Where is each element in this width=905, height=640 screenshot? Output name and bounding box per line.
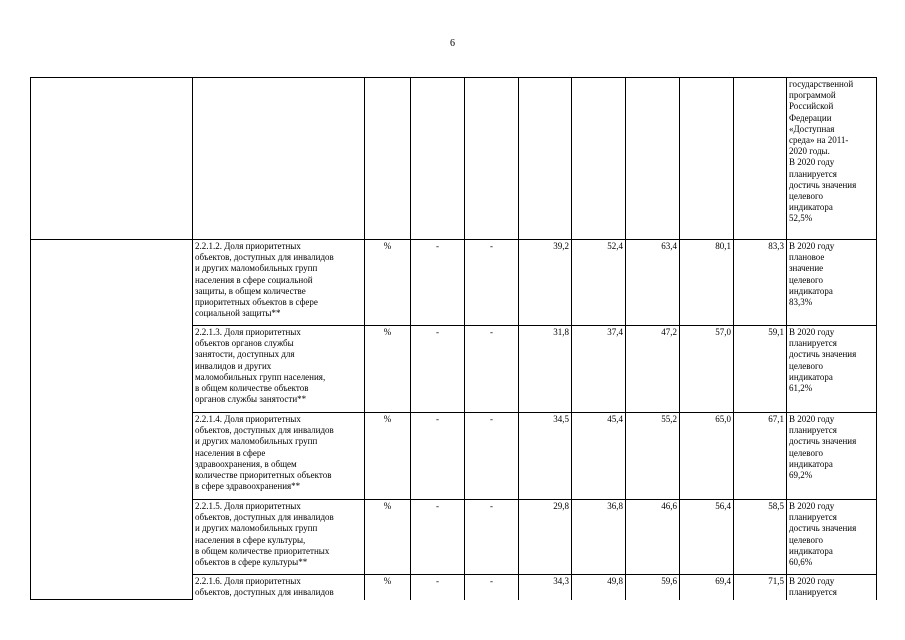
unit-cell: % (365, 326, 411, 413)
value-cell (734, 78, 787, 240)
unit-cell: % (365, 240, 411, 326)
note-text: В 2020 году плановое значение целевого индикатора 83,3% (789, 241, 835, 308)
section-cell (31, 78, 193, 240)
unit-cell: % (365, 413, 411, 500)
value-cell: 37,4 (572, 326, 626, 413)
value-cell: 69,4 (680, 575, 734, 600)
indicator-name-cell (193, 240, 365, 326)
value-cell: 34,5 (519, 413, 572, 500)
value-cell: - (411, 413, 465, 500)
indicator-name: 2.2.1.5. Доля приоритетных объектов, доступных для инвалидов и других маломобильных групп населения в сфере культуры, в общем количестве приоритетных объектов в сфере культуры** (195, 501, 334, 568)
value-cell: 36,8 (572, 500, 626, 575)
value-cell (519, 78, 572, 240)
value-cell: 45,4 (572, 413, 626, 500)
note-cell (787, 326, 877, 413)
value-cell: 56,4 (680, 500, 734, 575)
value-cell (626, 78, 680, 240)
value-cell: - (465, 240, 519, 326)
indicator-name: 2.2.1.4. Доля приоритетных объектов, доступных для инвалидов и других маломобильных групп населения в сфере здравоохранения, в общем количестве приоритетных объектов в сфере здравоохранения** (195, 414, 334, 492)
indicator-name-cell (193, 326, 365, 413)
value-cell (465, 78, 519, 240)
note-cell (787, 240, 877, 326)
value-cell: 65,0 (680, 413, 734, 500)
value-cell: 63,4 (626, 240, 680, 326)
value-cell: 59,1 (734, 326, 787, 413)
value-cell: - (411, 500, 465, 575)
table-row-continuation (31, 78, 877, 240)
value-cell: - (465, 500, 519, 575)
note-text: В 2020 году планируется (789, 576, 837, 598)
page-number: 6 (450, 38, 455, 49)
value-cell: - (411, 575, 465, 600)
value-cell: - (465, 575, 519, 600)
indicators-table (30, 77, 877, 600)
value-cell: 80,1 (680, 240, 734, 326)
value-cell: 31,8 (519, 326, 572, 413)
value-cell (572, 78, 626, 240)
indicator-name: 2.2.1.3. Доля приоритетных объектов органов службы занятости, доступных для инвалидов и других маломобильных групп населения, в общем количестве объектов органов службы занятости** (195, 327, 326, 405)
note-text: В 2020 году планируется достичь значения целевого индикатора 61,2% (789, 327, 857, 394)
value-cell: 39,2 (519, 240, 572, 326)
value-cell: 83,3 (734, 240, 787, 326)
note-cell (787, 500, 877, 575)
indicator-name: 2.2.1.2. Доля приоритетных объектов, доступных для инвалидов и других маломобильных групп населения в сфере социальной защиты, в общем количестве приоритетных объектов в сфере социальной защиты** (195, 241, 334, 319)
value-cell: 52,4 (572, 240, 626, 326)
value-cell (411, 78, 465, 240)
value-cell (680, 78, 734, 240)
value-cell: 59,6 (626, 575, 680, 600)
value-cell: 29,8 (519, 500, 572, 575)
value-cell: - (465, 413, 519, 500)
indicator-name-cell (193, 413, 365, 500)
note-cell (787, 78, 877, 240)
value-cell: - (411, 326, 465, 413)
value-cell: 47,2 (626, 326, 680, 413)
value-cell: 34,3 (519, 575, 572, 600)
unit-cell: % (365, 575, 411, 600)
value-cell: 71,5 (734, 575, 787, 600)
value-cell: 46,6 (626, 500, 680, 575)
section-cell (31, 240, 193, 600)
value-cell: - (465, 326, 519, 413)
indicator-name: 2.2.1.6. Доля приоритетных объектов, доступных для инвалидов (195, 576, 334, 598)
indicator-name-cell (193, 575, 365, 600)
indicator-name-cell (193, 78, 365, 240)
table-body (31, 78, 877, 600)
note-text: государственной программой Российской Федерации «Доступная среда» на 2011- 2020 годы. В 2020 году планируется достичь значения целевого индикатора 52,5% (789, 79, 857, 224)
note-text: В 2020 году планируется достичь значения целевого индикатора 69,2% (789, 414, 857, 481)
value-cell: 55,2 (626, 413, 680, 500)
note-text: В 2020 году планируется достичь значения целевого индикатора 60,6% (789, 501, 857, 568)
value-cell: 67,1 (734, 413, 787, 500)
value-cell: 49,8 (572, 575, 626, 600)
value-cell: - (411, 240, 465, 326)
value-cell: 57,0 (680, 326, 734, 413)
indicator-name-cell (193, 500, 365, 575)
unit-cell (365, 78, 411, 240)
note-cell (787, 413, 877, 500)
table-row (31, 240, 877, 326)
note-cell (787, 575, 877, 600)
unit-cell: % (365, 500, 411, 575)
value-cell: 58,5 (734, 500, 787, 575)
